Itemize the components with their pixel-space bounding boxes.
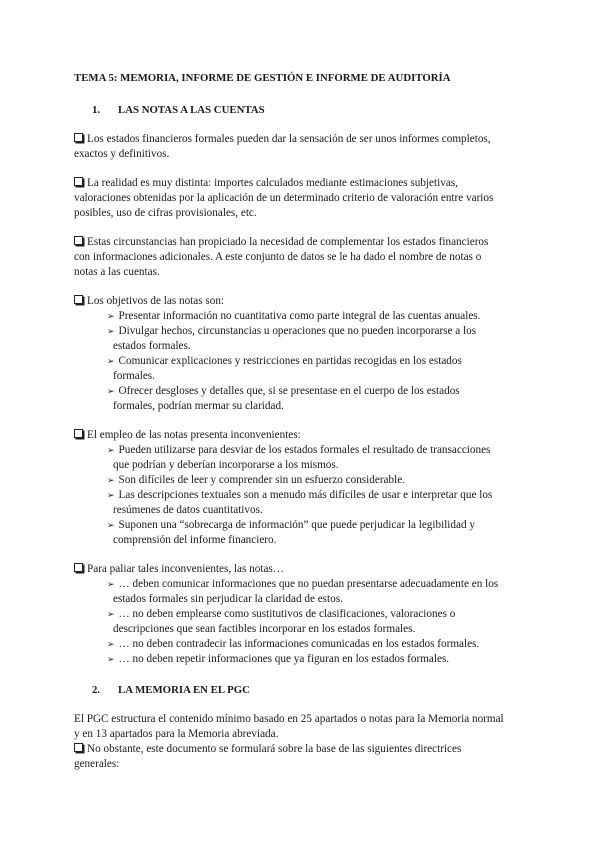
list-item: ➢ … no deben contradecir las informaciones comunicadas en los estados formales. bbox=[107, 638, 480, 650]
arrow-bullet-icon: ➢ bbox=[107, 579, 115, 589]
arrow-bullet-icon: ➢ bbox=[107, 326, 115, 336]
list-item-continuation: descripciones que sean factibles incorporar en los estados formales. bbox=[113, 623, 416, 635]
list-item: ➢ … no deben emplearse como sustitutivos de clasificaciones, valoraciones o bbox=[107, 608, 456, 620]
list-intro-paliar: Para paliar tales inconvenientes, las notas… bbox=[74, 562, 284, 576]
checkbox-bullet-icon bbox=[74, 429, 83, 438]
list-item-continuation: formales, podrían mermar su claridad. bbox=[113, 400, 284, 412]
arrow-bullet-icon: ➢ bbox=[107, 311, 115, 321]
section-2-heading bbox=[92, 683, 250, 697]
section-1-heading bbox=[92, 103, 265, 117]
paragraph-line: exactos y definitivos. bbox=[74, 148, 170, 160]
list-item: ➢ Presentar información no cuantitativa como parte integral de las cuentas anuales. bbox=[107, 310, 481, 322]
paragraph-line: y en 13 apartados para la Memoria abreviada. bbox=[74, 728, 279, 740]
list-item: ➢ Pueden utilizarse para desviar de los estados formales el resultado de transacciones bbox=[107, 444, 491, 456]
paragraph-line: notas a las cuentas. bbox=[74, 266, 160, 278]
list-item: ➢ Divulgar hechos, circunstancias u operaciones que no pueden incorporarse a los bbox=[107, 325, 477, 337]
checkbox-bullet-icon bbox=[74, 133, 83, 142]
list-item-continuation: que podrían y deberían incorporarse a los mismos. bbox=[113, 459, 339, 471]
arrow-bullet-icon: ➢ bbox=[107, 520, 115, 530]
list-intro-objetivos: Los objetivos de las notas son: bbox=[74, 294, 224, 308]
arrow-bullet-icon: ➢ bbox=[107, 654, 115, 664]
section-2-title: LA MEMORIA EN EL PGC bbox=[118, 684, 250, 696]
list-item: ➢ Ofrecer desgloses y detalles que, si se presentase en el cuerpo de los estados bbox=[107, 385, 460, 397]
list-item: ➢ Suponen una “sobrecarga de información” que puede perjudicar la legibilidad y bbox=[107, 519, 475, 531]
paragraph-line: posibles, uso de cifras provisionales, etc. bbox=[74, 207, 257, 219]
paragraph-line: La realidad es muy distinta: importes calculados mediante estimaciones subjetivas, bbox=[74, 176, 458, 190]
list-item: ➢ Son difíciles de leer y comprender sin un esfuerzo considerable. bbox=[107, 474, 405, 486]
section-1-number: 1. bbox=[92, 104, 101, 116]
list-item-continuation: resúmenes de datos cuantitativos. bbox=[113, 504, 263, 516]
checkbox-bullet-icon bbox=[74, 295, 83, 304]
paragraph-line: valoraciones obtenidas por la aplicación de un determinado criterio de valoración entre varios bbox=[74, 192, 494, 204]
checkbox-bullet-icon bbox=[74, 563, 83, 572]
arrow-bullet-icon: ➢ bbox=[107, 475, 115, 485]
checkbox-bullet-icon bbox=[74, 177, 83, 186]
list-item-continuation: formales. bbox=[113, 370, 155, 382]
paragraph-line: generales: bbox=[74, 758, 120, 770]
paragraph-line: No obstante, este documento se formulará sobre la base de las siguientes directrices bbox=[74, 742, 461, 756]
page-title: TEMA 5: MEMORIA, INFORME DE GESTIÓN E INFORME DE AUDITORÍA bbox=[74, 72, 451, 84]
arrow-bullet-icon: ➢ bbox=[107, 609, 115, 619]
section-1-title: LAS NOTAS A LAS CUENTAS bbox=[118, 104, 265, 116]
list-item: ➢ Las descripciones textuales son a menudo más difíciles de usar e interpretar que los bbox=[107, 489, 493, 501]
list-item: ➢ … no deben repetir informaciones que ya figuran en los estados formales. bbox=[107, 653, 450, 665]
arrow-bullet-icon: ➢ bbox=[107, 445, 115, 455]
paragraph-line: con informaciones adicionales. A este conjunto de datos se le ha dado el nombre de notas o bbox=[74, 251, 482, 263]
checkbox-bullet-icon bbox=[74, 236, 83, 245]
arrow-bullet-icon: ➢ bbox=[107, 639, 115, 649]
paragraph-line: Estas circunstancias han propiciado la necesidad de complementar los estados financieros bbox=[74, 235, 488, 249]
checkbox-bullet-icon bbox=[74, 743, 83, 752]
list-item: ➢ … deben comunicar informaciones que no puedan presentarse adecuadamente en los bbox=[107, 578, 499, 590]
section-2-number: 2. bbox=[92, 684, 101, 696]
arrow-bullet-icon: ➢ bbox=[107, 490, 115, 500]
paragraph-line: El PGC estructura el contenido mínimo basado en 25 apartados o notas para la Memoria normal bbox=[74, 713, 504, 725]
list-item-continuation: estados formales. bbox=[113, 340, 191, 352]
arrow-bullet-icon: ➢ bbox=[107, 356, 115, 366]
list-item-continuation: estados formales sin perjudicar la claridad de estos. bbox=[113, 593, 343, 605]
arrow-bullet-icon: ➢ bbox=[107, 386, 115, 396]
list-item: ➢ Comunicar explicaciones y restricciones en partidas recogidas en los estados bbox=[107, 355, 462, 367]
paragraph-line: Los estados financieros formales pueden dar la sensación de ser unos informes completos, bbox=[74, 132, 491, 146]
list-intro-inconvenientes: El empleo de las notas presenta inconvenientes: bbox=[74, 428, 301, 442]
list-item-continuation: comprensión del informe financiero. bbox=[113, 534, 277, 546]
